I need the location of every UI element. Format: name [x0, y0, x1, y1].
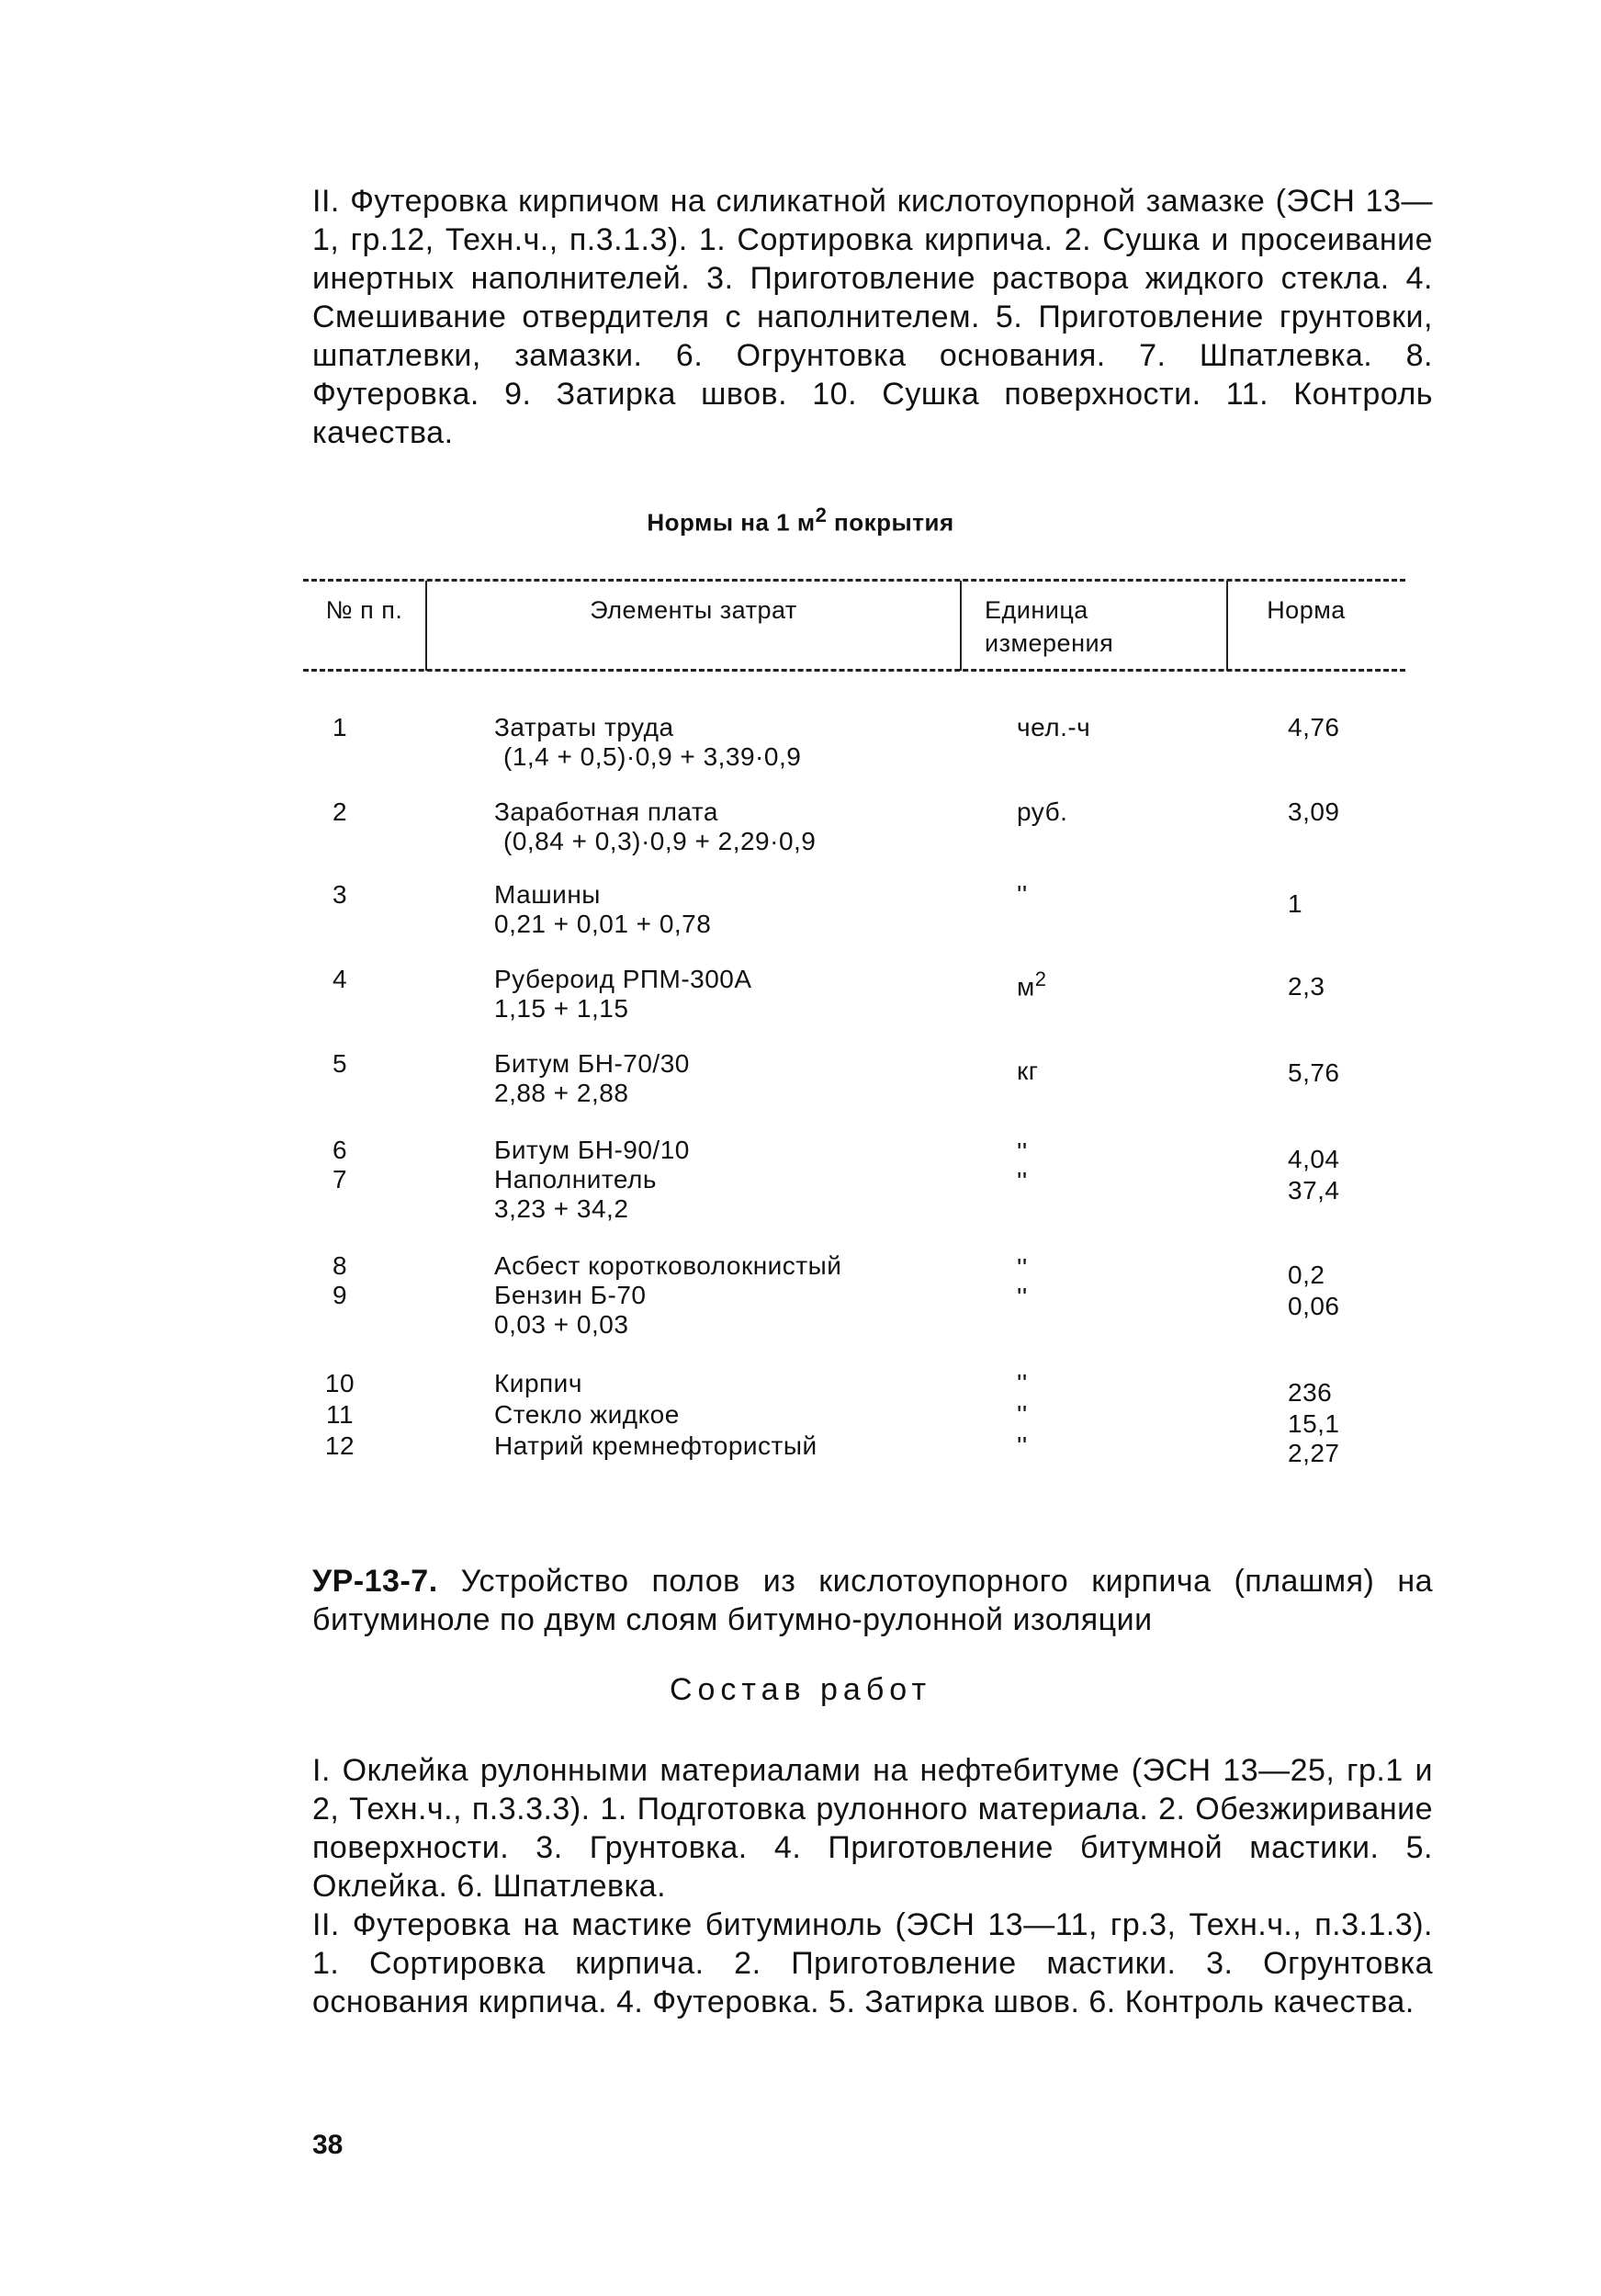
section-ii-b-paragraph: II. Футеровка на мастике битуминоль (ЭСН 13—11, гр.3, Техн.ч., п.3.1.3). 1. Сортировка кирпича. 2. Приготовление мастики. 3. Огрунтовка основания кирпича. 4. Футеровка. 5. Затирка швов. 6. Контроль качества.	[312, 1907, 1433, 2019]
row-unit: ''	[1017, 1283, 1028, 1311]
row-norm: 2,27	[1288, 1439, 1340, 1467]
row-num: 6	[332, 1136, 348, 1164]
row-element: Заработная плата	[494, 797, 718, 826]
row-element: Асбест коротковолокнистый	[494, 1251, 842, 1280]
header-unit-line1: Единица	[985, 596, 1088, 624]
row-formula: 2,88 + 2,88	[494, 1079, 629, 1107]
row-norm: 236	[1288, 1378, 1333, 1407]
row-norm: 0,2	[1288, 1261, 1325, 1289]
row-element: Машины	[494, 880, 601, 909]
row-num: 3	[332, 880, 348, 909]
row-unit: $м^2$	[1017, 967, 1047, 1001]
row-unit: ''	[1017, 880, 1028, 909]
row-norm: 5,76	[1288, 1058, 1340, 1087]
row-num: 7	[332, 1165, 348, 1193]
row-num: 11	[325, 1400, 355, 1429]
header-unit-line2: измерения	[985, 629, 1114, 657]
row-unit: руб.	[1017, 797, 1068, 826]
row-unit: ''	[1017, 1137, 1028, 1166]
row-norm: 3,09	[1288, 797, 1340, 826]
row-num: 8	[332, 1251, 348, 1280]
row-unit: ''	[1017, 1253, 1028, 1282]
section-heading-sostav-rabot: Состав работ	[669, 1672, 932, 1707]
row-norm: 1	[1288, 889, 1303, 918]
row-element: Наполнитель	[494, 1165, 657, 1193]
row-unit: ''	[1017, 1400, 1028, 1429]
table-top-rule	[303, 579, 1405, 582]
row-formula: (1,4 + 0,5)·0,9 + 3,39·0,9	[503, 742, 802, 771]
row-unit: ''	[1017, 1167, 1028, 1195]
row-element: Рубероид РПМ-300А	[494, 965, 752, 993]
row-norm: 37,4	[1288, 1176, 1340, 1205]
header-num: № п п.	[325, 596, 403, 624]
ur-13-7-heading	[312, 1562, 1433, 1639]
section-i-paragraph: I. Оклейка рулонными материалами на нефтебитуме (ЭСН 13—25, гр.1 и 2, Техн.ч., п.3.3.3). 1. Подготовка рулонного материала. 2. Обезжиривание поверхности. 3. Грунтовка. 4. Приготовление битумной мастики. 5. Оклейка. 6. Шпатлевка.	[312, 1753, 1433, 1904]
section-ii-paragraph: II. Футеровка кирпичом на силикатной кислотоупорной замазке (ЭСН 13—1, гр.12, Техн.ч., п.3.1.3). 1. Сортировка кирпича. 2. Сушка и просеивание инертных наполнителей. 3. Приготовление раствора жидкого стекла. 4. Смешивание отвердителя с наполнителем. 5. Приготовление грунтовки, шпатлевки, замазки. 6. Огрунтовка основания. 7. Шпатлевка. 8. Футеровка. 9. Затирка швов. 10. Сушка поверхности. 11. Контроль качества.	[312, 184, 1433, 450]
row-num: 12	[324, 1431, 355, 1460]
table-col-divider-2	[960, 581, 962, 671]
table-title: Нормы на 1 $м^2$ покрытия	[647, 503, 954, 537]
row-element: Битум БН-90/10	[494, 1136, 690, 1164]
row-formula: (0,84 + 0,3)·0,9 + 2,29·0,9	[503, 827, 817, 855]
ur-code: УР-13-7.	[312, 1564, 438, 1599]
row-element: Бензин Б-70	[494, 1281, 647, 1309]
row-element: Затраты труда	[494, 713, 674, 741]
row-num: 9	[332, 1281, 348, 1309]
row-formula: 3,23 + 34,2	[494, 1194, 629, 1223]
row-norm: 4,76	[1288, 713, 1340, 741]
row-formula: 1,15 + 1,15	[494, 994, 629, 1023]
row-num: 2	[332, 797, 348, 826]
header-elements: Элементы затрат	[590, 596, 797, 624]
row-unit: кг	[1017, 1057, 1039, 1085]
row-norm: 0,06	[1288, 1292, 1340, 1320]
row-element: Стекло жидкое	[494, 1400, 680, 1429]
row-unit: ''	[1017, 1369, 1028, 1397]
row-formula: 0,03 + 0,03	[494, 1310, 629, 1339]
row-num: 4	[332, 965, 348, 993]
row-num: 1	[332, 713, 348, 741]
row-element: Натрий кремнефтористый	[494, 1431, 817, 1460]
row-norm: 15,1	[1288, 1409, 1340, 1438]
header-norm: Норма	[1267, 596, 1346, 624]
row-norm: 4,04	[1288, 1145, 1340, 1173]
row-unit: чел.-ч	[1017, 713, 1091, 741]
row-element: Кирпич	[494, 1369, 582, 1397]
ur-title: Устройство полов из кислотоупорного кирпича (плашмя) на битуминоле по двум слоям битумно-рулонной изоляции	[312, 1564, 1433, 1637]
row-num: 10	[324, 1369, 355, 1397]
row-norm: 2,3	[1288, 972, 1325, 1001]
table-header-rule	[303, 669, 1405, 672]
row-unit: ''	[1017, 1431, 1028, 1460]
row-num: 5	[332, 1049, 348, 1078]
row-element: Битум БН-70/30	[494, 1049, 690, 1078]
row-formula: 0,21 + 0,01 + 0,78	[494, 910, 712, 938]
page-number: 38	[312, 2130, 344, 2160]
